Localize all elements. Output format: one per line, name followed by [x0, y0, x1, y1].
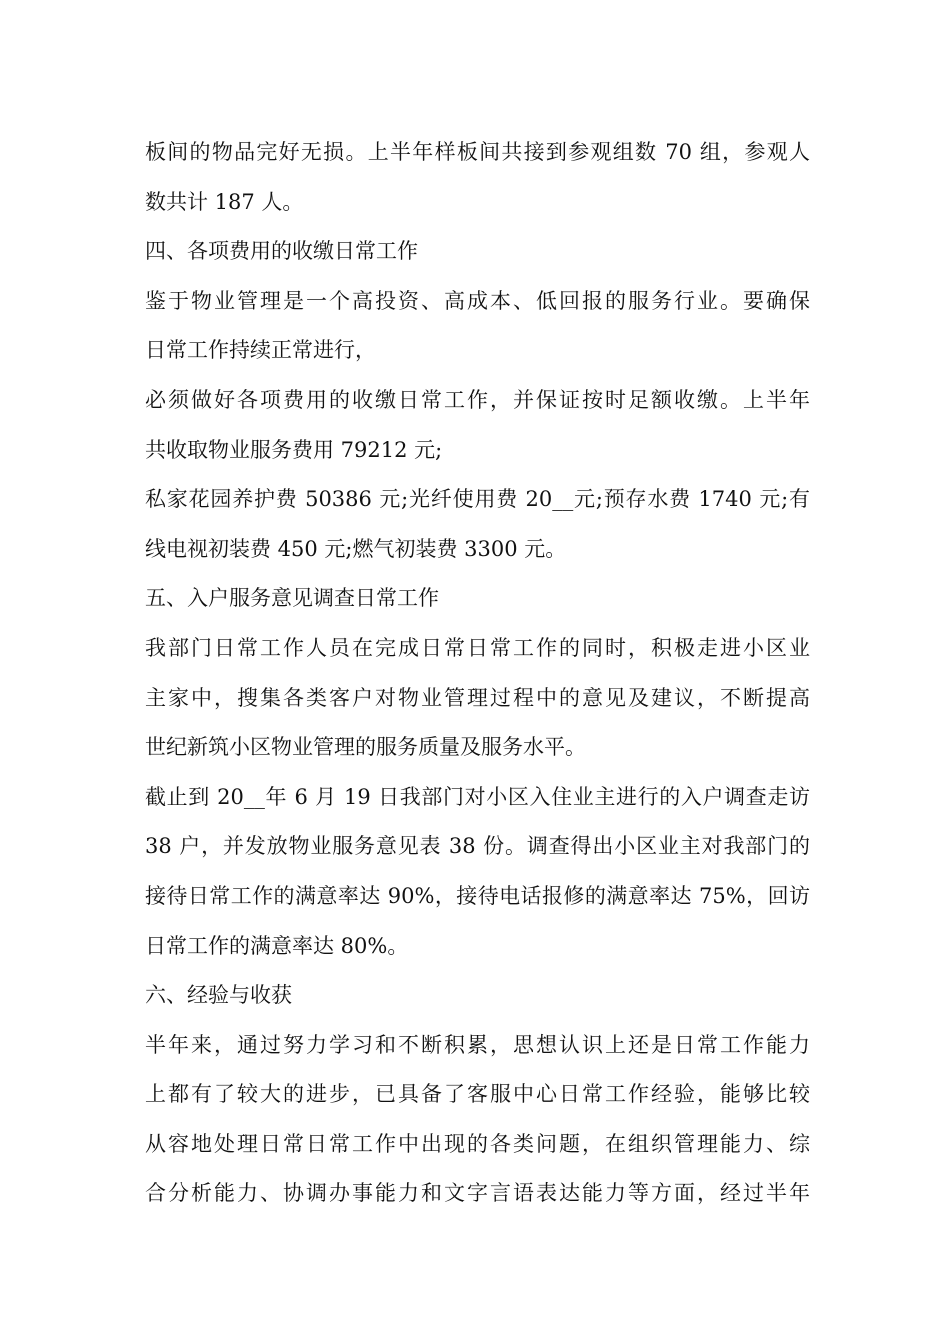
- text-line: 日常工作的满意率达 80%。: [145, 933, 409, 958]
- text-line: 鉴于物业管理是一个高投资、高成本、低回报的服务行业。要确保: [145, 288, 810, 313]
- text-line: 主家中，搜集各类客户对物业管理过程中的意见及建议，不断提高: [145, 685, 810, 710]
- text-line: 私家花园养护费 50386 元;光纤使用费 20__元;预存水费 1740 元;有: [145, 487, 810, 512]
- text-line: 共收取物业服务费用 79212 元;: [145, 437, 443, 462]
- text-line: 必须做好各项费用的收缴日常工作，并保证按时足额收缴。上半年: [145, 387, 810, 412]
- text-line: 板间的物品完好无损。上半年样板间共接到参观组数 70 组，参观人: [145, 140, 810, 164]
- text-line: 线电视初装费 450 元;燃气初装费 3300 元。: [145, 536, 567, 561]
- section-heading: 六、经验与收获: [145, 983, 292, 1008]
- section-heading: 四、各项费用的收缴日常工作: [145, 239, 418, 264]
- text-line: 数共计 187 人。: [145, 189, 304, 214]
- section-heading: 五、入户服务意见调查日常工作: [145, 586, 439, 611]
- text-line: 上都有了较大的进步，已具备了客服中心日常工作经验，能够比较: [145, 1082, 810, 1107]
- text-line: 截止到 20__年 6 月 19 日我部门对小区入住业主进行的入户调查走访: [145, 784, 810, 809]
- text-line: 我部门日常工作人员在完成日常日常工作的同时，积极走进小区业: [145, 635, 810, 660]
- text-line: 世纪新筑小区物业管理的服务质量及服务水平。: [145, 735, 586, 760]
- text-line: 半年来，通过努力学习和不断积累，思想认识上还是日常工作能力: [145, 1032, 810, 1057]
- text-line: 38 户，并发放物业服务意见表 38 份。调查得出小区业主对我部门的: [145, 834, 810, 859]
- document-body: [145, 128, 810, 1219]
- text-line: 从容地处理日常日常工作中出现的各类问题，在组织管理能力、综: [145, 1131, 810, 1156]
- text-line: 接待日常工作的满意率达 90%，接待电话报修的满意率达 75%，回访: [145, 883, 810, 908]
- text-line: 合分析能力、协调办事能力和文字言语表达能力等方面，经过半年: [145, 1181, 810, 1206]
- text-line: 日常工作持续正常进行，: [145, 338, 376, 363]
